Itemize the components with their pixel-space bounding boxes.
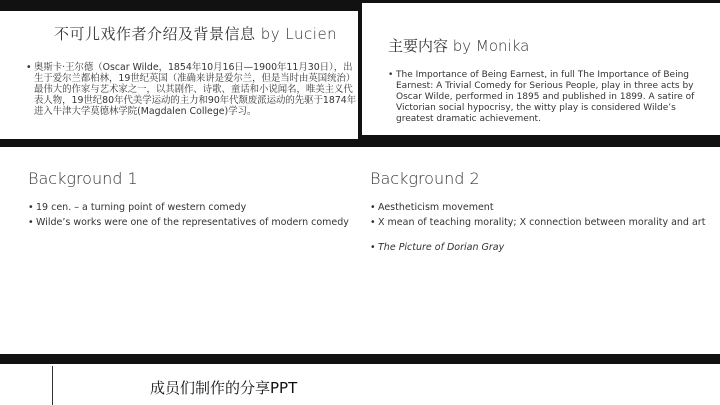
caption-bar [0,364,720,405]
slide-title: 不可儿戏作者介绍及背景信息 by Lucien [54,25,338,43]
bullet-list [370,202,710,253]
bullet-item: • 奥斯卡·王尔德（Oscar Wilde，1854年10月16日—1900年11月30日），出生于爱尔兰都柏林，19世纪英国（准确来讲是爱尔兰，但是当时由英国统治）最伟大的作家与艺术家之一，以其剧作、诗歌、童话和小说闻名，唯美主义代表人物，19世纪80年代美学运动的主力和90年代颓废派运动的先驱于1874年进入牛津大学莫德林学院(Magdalen College)学习。 [26,62,358,117]
bullet-list [26,62,358,117]
bullet-list [28,202,358,228]
bullet-item: • 19 cen. – a turning point of western comedy [28,202,358,213]
bullet-item: • X mean of teaching morality; X connection between morality and art [370,217,710,228]
caption-text: 成员们制作的分享PPT [150,379,298,397]
bullet-item: • Wilde’s works were one of the representatives of modern comedy [28,217,358,228]
bullet-item: • The Importance of Being Earnest, in full The Importance of Being Earnest: A Trivial Comedy for Serious People, play in three acts by Oscar Wilde, performed in 1895 and published in 1899. A satire of Victorian social hypocrisy, the witty play is considered Wilde’s greatest dramatic achievement. [388,70,710,125]
bullet-item: • The Picture of Dorian Gray [370,242,710,253]
slide-main-content[interactable] [362,3,720,135]
slide-background-2[interactable] [358,147,720,354]
slide-author-intro[interactable] [0,11,358,139]
slide-title: 主要内容 by Monika [388,37,530,55]
bullet-item: • Aestheticism movement [370,202,710,213]
slide-title: Background 2 [370,169,480,188]
slide-title: Background 1 [28,169,138,188]
slide-background-1[interactable] [0,147,358,354]
bullet-list [388,70,710,125]
caption-divider [52,366,53,405]
